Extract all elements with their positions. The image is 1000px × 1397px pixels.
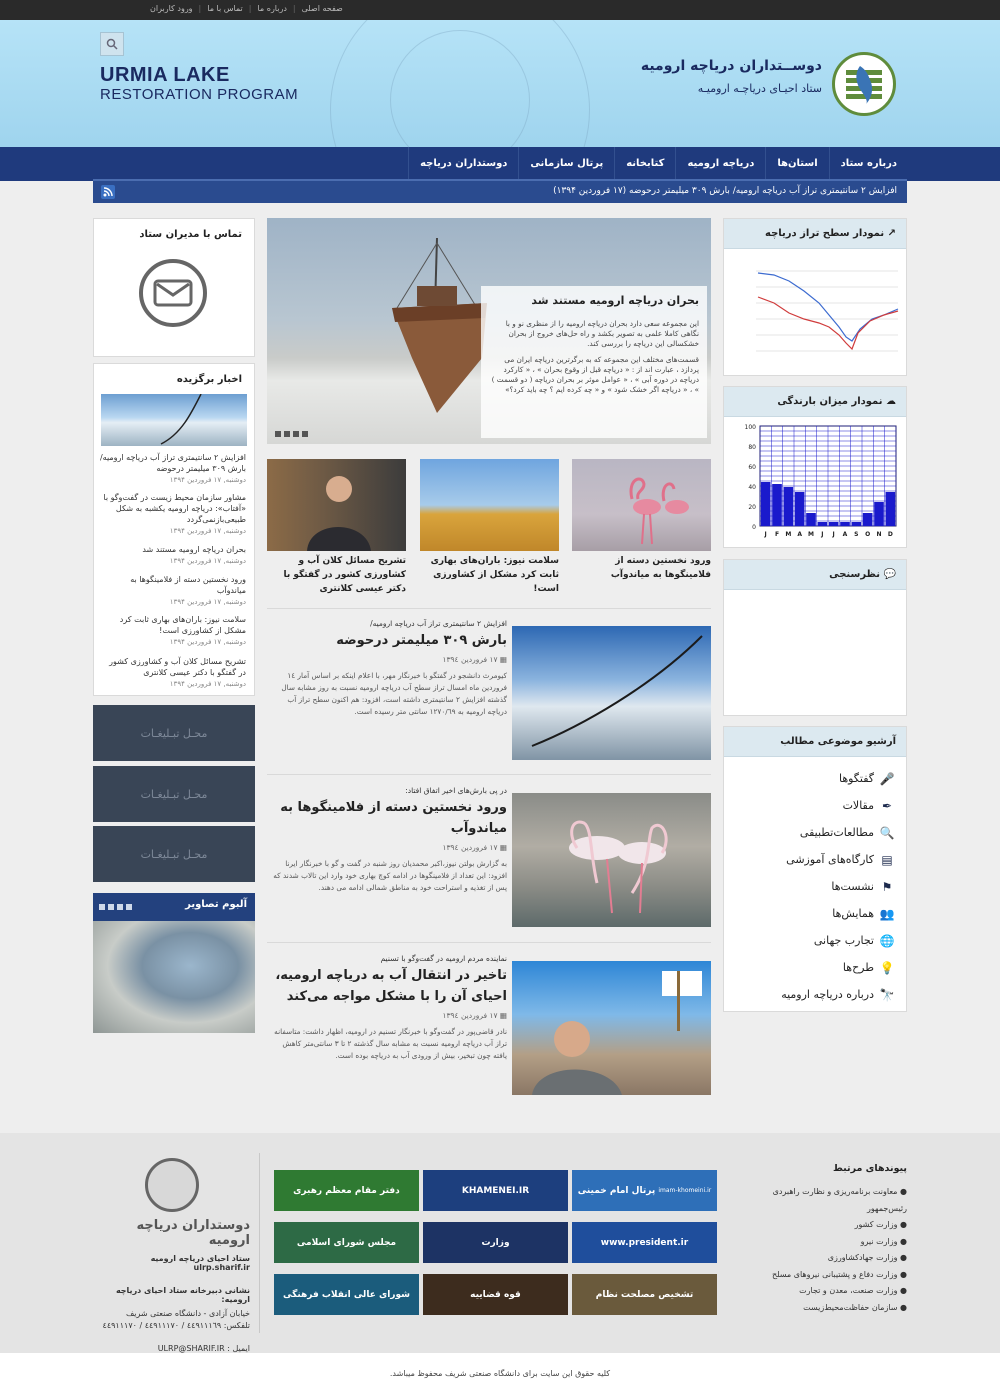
microphone-icon: 🎤 xyxy=(879,771,895,786)
news-paragraph: کیومرث دانشجو در گفتگو با خبرنگار مهر، با اعلام اینکه بر اساس آمار ۱٤ فروردین ماه امسال تراز سطح آب دریاچه ارومیه نسبت به روز مشابه سال گذشته افزایش ۲ سانتیمتری داشته است، افزود: هم اکنون سطح تراز آب دریاچه ارومیه به ۱۲۷۰/٦۹ سانتی متر رسیده است. xyxy=(281,671,507,716)
nav-item-library[interactable]: کتابخانه xyxy=(614,147,675,181)
top-links: صفحه اصلی | درباره ما | تماس با ما | ورود کاربران xyxy=(150,4,343,13)
x-tick-label: N xyxy=(876,531,882,538)
rainfall-bar xyxy=(795,492,805,526)
news-title[interactable]: بارش ۳۰۹ میلیمتر درحوضه xyxy=(336,633,507,648)
news-item xyxy=(267,776,711,931)
top-link-contact[interactable]: تماس با ما xyxy=(207,4,243,13)
interview-thumb-image xyxy=(267,459,406,551)
users-icon: 👥 xyxy=(879,906,895,921)
rainfall-bar xyxy=(806,513,816,526)
photo-album xyxy=(93,893,255,1033)
news-image[interactable] xyxy=(512,961,711,1095)
banner-expediency[interactable]: تشخیص مصلحت نظام xyxy=(572,1274,717,1315)
brand-fa-title: دوســتداران دریاچه ارومیه xyxy=(640,58,822,74)
globe-icon: 🌐 xyxy=(879,933,895,948)
featured-item-title: افزایش ۲ سانتیمتری تراز آب دریاچه ارومیه/بارش ۳۰۹ میلیمتر درحوضه xyxy=(99,453,246,473)
divider xyxy=(267,774,711,775)
news-item xyxy=(267,944,711,1099)
news-image[interactable] xyxy=(512,626,711,760)
archive-item-global-experiences[interactable]: 🌐 تجارب جهانی xyxy=(813,933,895,948)
rainfall-bar xyxy=(840,522,850,526)
related-link[interactable]: ● وزارت دفاع و پشتیبانی نیروهای مسلح xyxy=(771,1269,907,1279)
related-links xyxy=(745,1163,907,1316)
lake-level-chart[interactable] xyxy=(734,259,900,369)
album-pager[interactable] xyxy=(99,904,132,910)
archive-item-articles[interactable]: ✒ مقالات xyxy=(842,798,893,813)
featured-item-date: دوشنبه, ۱۷ فروردین ۱۳۹۴ xyxy=(169,598,246,606)
chain-news-image xyxy=(512,626,711,760)
x-tick-label: A xyxy=(797,531,802,538)
album-image[interactable] xyxy=(93,921,255,1033)
top-link-about[interactable]: درباره ما xyxy=(257,4,287,13)
hero-slider[interactable] xyxy=(267,218,711,444)
archive-item-conferences[interactable]: 👥 همایش‌ها xyxy=(832,906,895,921)
archive-title: آرشیو موضوعی مطالب xyxy=(724,727,906,757)
y-tick-label: 40 xyxy=(748,484,756,491)
lake-level-chart-box xyxy=(723,218,907,376)
news-image[interactable] xyxy=(512,793,711,927)
rss-button[interactable] xyxy=(101,185,115,199)
divider xyxy=(267,942,711,943)
ticker-text[interactable]: افزایش ۲ سانتیمتری تراز آب دریاچه ارومیه/ بارش ۳۰۹ میلیمتر درحوضه (۱۷ فروردین ۱۳۹۴) xyxy=(553,186,897,196)
thumb-caption[interactable]: تشریح مسائل کلان آب و کشاورزی کشور در گفتگو با دکتر عیسی کلانتری xyxy=(283,556,406,594)
calendar-icon: ▦ xyxy=(497,843,507,852)
footer-email[interactable]: ایمیل : ULRP@SHARIF.IR xyxy=(157,1344,250,1353)
pen-icon: ✒ xyxy=(881,798,893,813)
thumb-wheat-image[interactable] xyxy=(420,459,559,551)
footer-address-title: نشانی دبیرخانه ستاد احیای دریاچه ارومیه: xyxy=(115,1286,250,1304)
lake-level-title: ↗ نمودار سطح تراز دریاچه xyxy=(724,219,906,249)
featured-item-date: دوشنبه, ۱۷ فروردین ۱۳۹۴ xyxy=(169,527,246,535)
calendar-icon: ▦ xyxy=(497,1011,507,1020)
copyright-text: کلیه حقوق این سایت برای دانشگاه صنعتی شریف محفوظ میباشد. xyxy=(389,1369,611,1378)
featured-item-title: تشریح مسائل کلان آب و کشاورزی کشور در گفتگو با دکتر عیسی کلانتری xyxy=(109,657,246,677)
rainfall-bar xyxy=(784,487,794,526)
interview-news-image xyxy=(512,961,711,1095)
nav-item-lake[interactable]: دریاچه ارومیه xyxy=(675,147,765,181)
featured-item[interactable] xyxy=(100,492,246,535)
news-ticker xyxy=(93,179,907,203)
nav-item-provinces[interactable]: استان‌ها xyxy=(765,147,828,181)
thumb-flamingo-image[interactable] xyxy=(572,459,711,551)
rainfall-bar xyxy=(874,502,884,526)
featured-item[interactable] xyxy=(100,656,246,688)
lightbulb-icon: 💡 xyxy=(879,960,895,975)
rainfall-chart-box xyxy=(723,386,907,548)
featured-item-title: ورود نخستین دسته از فلامینگوها به میاندوآب xyxy=(130,575,246,595)
related-link[interactable]: ● معاونت برنامه‌ریزی و نظارت راهبردی رئیس‌جمهور xyxy=(772,1187,907,1213)
related-links-title: پیوندهای مرتبط xyxy=(832,1163,907,1174)
footer-brand xyxy=(95,1218,250,1353)
meeting-icon: ⚑ xyxy=(881,879,893,894)
search-doc-icon: 🔍 xyxy=(879,825,895,840)
footer-brand-url[interactable]: ulrp.sharif.ir xyxy=(193,1263,250,1272)
featured-news-box xyxy=(93,363,255,696)
featured-item-title: مشاور سازمان محیط زیست در گفت‌وگو با «آفتاب»: دریاچه ارومیه یکشبه به شکل طبیعی‌بازنمی‌گردد xyxy=(103,493,246,524)
rainfall-bar xyxy=(772,484,782,526)
footer-divider xyxy=(259,1153,260,1333)
banner-judiciary[interactable]: قوه قضاییه xyxy=(423,1274,568,1315)
y-tick-label: 0 xyxy=(752,524,756,531)
footer-address: خیابان آزادی - دانشگاه صنعتی شریف xyxy=(125,1309,250,1318)
contact-mail-button[interactable] xyxy=(139,259,207,327)
related-link[interactable]: ● وزارت کشور xyxy=(854,1220,907,1229)
cloud-rain-icon: ☁ xyxy=(882,396,896,407)
topic-archive-box xyxy=(723,726,907,1012)
rainfall-bar xyxy=(829,522,839,526)
rainfall-title: ☁ نمودار میزان بارندگی xyxy=(724,387,906,417)
brand-english[interactable] xyxy=(100,64,298,104)
brand-persian[interactable] xyxy=(560,58,822,95)
contact-managers-box xyxy=(93,218,255,357)
featured-item[interactable] xyxy=(100,452,246,484)
featured-item[interactable] xyxy=(100,544,246,565)
archive-item-interviews[interactable]: 🎤 گفتگوها xyxy=(838,771,895,786)
related-link[interactable]: ● وزارت نیرو xyxy=(860,1236,907,1246)
featured-item-date: دوشنبه, ۱۷ فروردین ۱۳۹۴ xyxy=(169,557,246,565)
banner-leader-office[interactable]: دفتر مقام معظم رهبری xyxy=(274,1170,419,1211)
archive-item-projects[interactable]: 💡 طرح‌ها xyxy=(842,960,895,975)
featured-item-title: بحران دریاچه ارومیه مستند شد xyxy=(142,545,246,554)
poll-title: 💬 نظرسنجی xyxy=(724,560,906,590)
featured-item-date: دوشنبه, ۱۷ فروردین ۱۳۹۴ xyxy=(169,638,246,646)
banner-imam-khomeini[interactable]: پرتال امام خمینی imam-khomeini.ir xyxy=(572,1170,717,1211)
featured-item-date: دوشنبه, ۱۷ فروردین ۱۳۹۴ xyxy=(169,476,246,484)
x-tick-label: J xyxy=(832,531,835,538)
news-title[interactable]: ورود نخستین دسته از فلامینگوها به میاندوآب xyxy=(280,800,507,836)
envelope-icon xyxy=(153,279,193,307)
news-body xyxy=(267,786,507,894)
thumb-interview-image[interactable] xyxy=(267,459,406,551)
hero-pager[interactable] xyxy=(275,431,308,437)
news-kicker: در پی بارش‌های اخیر اتفاق افتاد: xyxy=(405,786,507,795)
featured-news-image[interactable] xyxy=(101,394,247,446)
hero-paragraph: قسمت‌های مختلف این مجموعه که به برگرترین دریاچه ایران می پردازد ، عبارت اند از : « دریاچه قبل از وقوع بحران » ، « کارکرد دریاچه در دوره آبی » ، « عوامل موثر بر بحران دریاچه ( دو قسمت ) » ، « دریاچه اگر خشک شود » و « چه کرده ایم ؟ چه باید کرد؟» xyxy=(491,355,699,394)
nav-item-friends[interactable]: دوستداران دریاچه xyxy=(408,147,518,181)
banner-ministry[interactable]: وزارت xyxy=(423,1222,568,1263)
x-tick-label: D xyxy=(887,531,893,538)
chat-icon: 💬 xyxy=(880,569,896,580)
site-header xyxy=(0,20,1000,147)
news-date: ▦ ۱۷ فروردین ۱۳۹٤ xyxy=(442,1011,507,1020)
search-button[interactable] xyxy=(100,32,124,56)
banner-president[interactable]: www.president.ir xyxy=(572,1222,717,1263)
rainfall-bar xyxy=(886,492,896,526)
banner-cultural-council[interactable]: شورای عالی انقلاب فرهنگی xyxy=(274,1274,419,1315)
nav-item-portal[interactable]: پرتال سازمانی xyxy=(518,147,614,181)
x-tick-label: J xyxy=(764,531,767,538)
y-tick-label: 80 xyxy=(748,444,756,451)
archive-item-comparative-studies[interactable]: 🔍 مطالعات‌تطبیقی xyxy=(799,825,895,840)
nav-item-about[interactable]: درباره ستاد xyxy=(829,147,908,181)
x-tick-label: S xyxy=(854,531,859,538)
footer-phone: تلفکس: ٤٤٩١١١٦٩ / ٤٤٩١١١٧٠ / ٤٤٩١١١٧٠ xyxy=(102,1321,250,1330)
related-link[interactable]: ● وزارت جهادکشاورزی xyxy=(827,1253,907,1262)
brand-en-subtitle: RESTORATION PROGRAM xyxy=(100,86,299,103)
footer-logo xyxy=(145,1158,199,1212)
news-item xyxy=(267,609,711,764)
archive-item-workshops[interactable]: ▤ کارگاه‌های آموزشی xyxy=(786,852,893,867)
news-body xyxy=(267,619,507,718)
main-nav xyxy=(0,147,1000,181)
footer-brand-title: دوستداران دریاچه ارومیه xyxy=(136,1218,250,1248)
archive-list xyxy=(781,765,894,1008)
news-kicker: افزایش ۲ سانتیمتری تراز آب دریاچه ارومیه/ xyxy=(370,619,507,628)
thumb-caption[interactable]: سلامت نیوز: باران‌های بهاری ثابت کرد مشکل از کشاورزی است! xyxy=(430,556,559,594)
trend-icon: ↗ xyxy=(884,228,896,239)
album-title: آلبوم تصاویر xyxy=(185,899,247,910)
rss-icon xyxy=(101,185,115,199)
ad-slot[interactable]: محـل تبـلیغـات xyxy=(93,766,255,822)
flamingo-thumb-image xyxy=(572,459,711,551)
site-logo[interactable] xyxy=(832,52,896,116)
featured-item-date: دوشنبه, ۱۷ فروردین ۱۳۹۴ xyxy=(169,680,246,688)
rainfall-bar xyxy=(761,482,771,526)
ad-slot[interactable]: محـل تبـلیغـات xyxy=(93,826,255,882)
poll-box xyxy=(723,559,907,716)
related-link[interactable]: ● وزارت صنعت، معدن و تجارت xyxy=(799,1286,907,1295)
featured-chain-image xyxy=(101,394,247,446)
news-title[interactable]: تاخیر در انتقال آب به دریاچه ارومیه، احیای آن را با مشکل مواجه می‌کند xyxy=(275,968,507,1004)
ad-slot[interactable]: محـل تبـلیغـات xyxy=(93,705,255,761)
flamingo-news-image xyxy=(512,793,711,927)
x-tick-label: A xyxy=(842,531,848,538)
x-tick-label: M xyxy=(785,531,792,538)
rainfall-bar xyxy=(852,522,862,526)
x-tick-label: M xyxy=(808,531,814,538)
top-link-login[interactable]: ورود کاربران xyxy=(150,4,193,13)
rainfall-bar xyxy=(863,513,873,526)
footer-brand-row: ستاد احیای دریاچه ارومیه ulrp.sharif.ir xyxy=(150,1254,250,1272)
hero-caption-card[interactable] xyxy=(481,286,707,438)
top-bar xyxy=(0,0,1000,20)
y-tick-label: 100 xyxy=(744,424,756,431)
contact-box-title: تماس با مدیران ستاد xyxy=(139,229,242,240)
news-date: ▦ ۱۷ فروردین ۱۳۹٤ xyxy=(442,843,507,852)
related-link[interactable]: ● سازمان حفاظت‌محیط‌زیست xyxy=(803,1302,907,1312)
hero-paragraph: این مجموعه سعی دارد بحران دریاچه ارومیه را از منظری نو و با نگاهی کاملا علمی به تصویر بکشد و راه حل‌های خروج از بحران خشکسالی این دریاچه را بررسی کند. xyxy=(505,319,699,348)
lake-logo-icon xyxy=(842,62,886,106)
archive-item-meetings[interactable]: ⚑ نشست‌ها xyxy=(831,879,893,894)
news-date: ▦ ۱۷ فروردین ۱۳۹٤ xyxy=(442,655,507,664)
featured-box-title: اخبار برگزیده xyxy=(176,374,242,385)
hero-title: بحران دریاچه ارومیه مستند شد xyxy=(531,294,699,307)
rainfall-bar xyxy=(818,522,828,526)
x-tick-label: O xyxy=(865,531,871,538)
banner-khamenei[interactable]: KHAMENEI.IR xyxy=(423,1170,568,1211)
search-icon xyxy=(106,38,118,50)
featured-item[interactable] xyxy=(100,574,246,606)
y-tick-label: 20 xyxy=(748,504,756,511)
x-tick-label: J xyxy=(821,531,824,538)
top-link-home[interactable]: صفحه اصلی xyxy=(301,4,343,13)
news-paragraph: به گزارش بولتن نیوز،اکبر محمدیان روز شنبه در گفت و گو با خبرنگار ایرنا افزود: این تعداد از فلامینگوها در ادامه کوچ بهاری خود وارد این تالاب شدند که پس از تغذیه و استراحت خود به مناطق شمالی ادامه می دهند. xyxy=(273,859,507,892)
y-tick-label: 60 xyxy=(748,464,756,471)
brand-en-title: URMIA LAKE xyxy=(100,64,230,86)
featured-item[interactable] xyxy=(100,614,246,646)
thumb-caption[interactable]: ورود نخستین دسته از فلامینگوها به میاندوآب xyxy=(610,556,711,580)
calendar-icon: ▦ xyxy=(497,655,507,664)
news-body xyxy=(267,954,507,1062)
telescope-icon: 🔭 xyxy=(879,987,895,1002)
rainfall-chart[interactable] xyxy=(732,422,902,546)
copyright-bar xyxy=(0,1353,1000,1397)
featured-item-title: سلامت نیوز: باران‌های بهاری ثابت کرد مشکل از کشاورزی است! xyxy=(119,615,246,635)
x-tick-label: F xyxy=(774,531,780,538)
archive-item-about-lake[interactable]: 🔭 درباره دریاچه ارومیه xyxy=(781,987,895,1002)
brand-fa-subtitle: ستاد احیـای دریاچـه ارومیـه xyxy=(697,82,822,95)
banner-parliament[interactable]: مجلس شورای اسلامی xyxy=(274,1222,419,1263)
news-paragraph: نادر قاضی‌پور در گفت‌وگو با خبرنگار تسنیم در ارومیه، اظهار داشت: متاسفانه تراز آب دریاچه ارومیه نسبت به مشابه سال گذشته ۲ تا ۳ سانتی‌متر کاهش یافته چون تبخیر، بیش از ورودی آب به دریاچه بوده است. xyxy=(274,1027,507,1060)
news-kicker: نماینده مردم ارومیه در گفت‌وگو با تسنیم xyxy=(380,954,507,963)
workshop-icon: ▤ xyxy=(881,852,893,867)
